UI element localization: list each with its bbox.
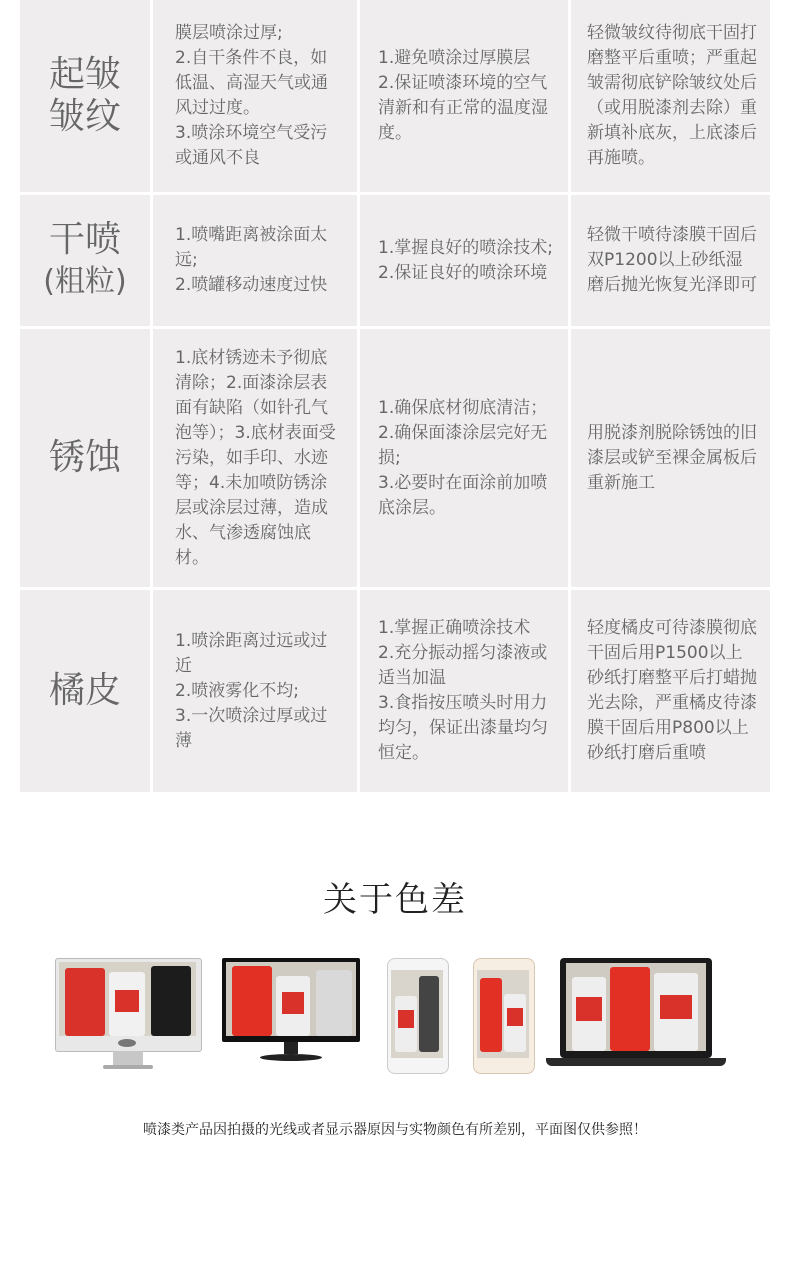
defect-name-cell (20, 0, 153, 192)
prevention-cell (360, 590, 571, 792)
remedy-text: 轻微干喷待漆膜干固后双P1200以上砂纸湿磨后抛光恢复光泽即可 (587, 225, 757, 295)
prevention-text: 1.避免喷涂过厚膜层 2.保证喷漆环境的空气清新和有正常的温度湿度。 (378, 48, 548, 143)
defect-name-cell (20, 329, 153, 587)
remedy-cell (571, 195, 770, 326)
remedy-text: 轻微皱纹待彻底干固打磨整平后重喷；严重起皱需彻底铲除皱纹处后（或用脱漆剂去除）重新填补底灰，上底漆后再施喷。 (587, 23, 757, 168)
section-title: 关于色差 (323, 880, 467, 920)
table-row (20, 590, 770, 795)
color-difference-note: 喷漆类产品因拍摄的光线或者显示器原因与实物颜色有所差别，平面图仅供参照！ (143, 1122, 647, 1138)
prevention-cell (360, 329, 571, 587)
white-phone-image (387, 958, 447, 1074)
table-row (20, 329, 770, 590)
prevention-cell (360, 0, 571, 192)
table-row (20, 0, 770, 195)
cause-text: 1.喷涂距离过远或过近 2.喷液雾化不均; 3.一次喷涂过厚或过薄 (175, 630, 328, 751)
defect-name: 起皱 皱纹 (48, 54, 121, 137)
table-row (20, 195, 770, 329)
remedy-cell (571, 0, 770, 192)
defect-name: 锈蚀 (48, 437, 121, 478)
laptop-image (546, 958, 726, 1074)
cause-cell (153, 195, 360, 326)
defect-name-sub: (粗粒) (43, 263, 127, 299)
lcd-monitor-image (222, 958, 360, 1073)
gold-phone-image (473, 958, 533, 1074)
cause-cell (153, 0, 360, 192)
imac-monitor-image (55, 958, 200, 1073)
defect-name: 橘皮 (48, 670, 121, 711)
cause-cell (153, 329, 360, 587)
prevention-cell (360, 195, 571, 326)
defect-name: 干喷 (48, 218, 121, 260)
defect-name-cell (20, 195, 153, 326)
defect-name-cell (20, 590, 153, 792)
cause-text: 膜层喷涂过厚; 2.自干条件不良，如低温、高湿天气或通风过过度。 3.喷涂环境空气受污或通风不良 (175, 23, 328, 168)
defect-table (20, 0, 770, 795)
remedy-cell (571, 329, 770, 587)
cause-text: 1.喷嘴距离被涂面太远; 2.喷罐移动速度过快 (175, 225, 328, 295)
remedy-text: 用脱漆剂脱除锈蚀的旧漆层或铲至裸金属板后重新施工 (587, 422, 757, 493)
device-display-illustration (0, 950, 790, 1080)
prevention-text: 1.确保底材彻底清洁；2.确保面漆涂层完好无损; 3.必要时在面涂前加喷底涂层。 (378, 397, 548, 518)
cause-cell (153, 590, 360, 792)
remedy-text: 轻度橘皮可待漆膜彻底干固后用P1500以上砂纸打磨整平后打蜡抛光去除，严重橘皮待漆膜干固后用P800以上砂纸打磨后重喷 (587, 618, 757, 763)
remedy-cell (571, 590, 770, 792)
cause-text: 1.底材锈迹未予彻底清除；2.面漆涂层表面有缺陷（如针孔气泡等）；3.底材表面受污染，如手印、水迹等；4.未加喷防锈涂层或涂层过薄，造成水、气渗透腐蚀底材。 (175, 347, 336, 568)
prevention-text: 1.掌握正确喷涂技术 2.充分振动摇匀漆液或适当加温 3.食指按压喷头时用力均匀，保证出漆量均匀恒定。 (378, 618, 548, 763)
prevention-text: 1.掌握良好的喷涂技术; 2.保证良好的喷涂环境 (378, 237, 553, 283)
